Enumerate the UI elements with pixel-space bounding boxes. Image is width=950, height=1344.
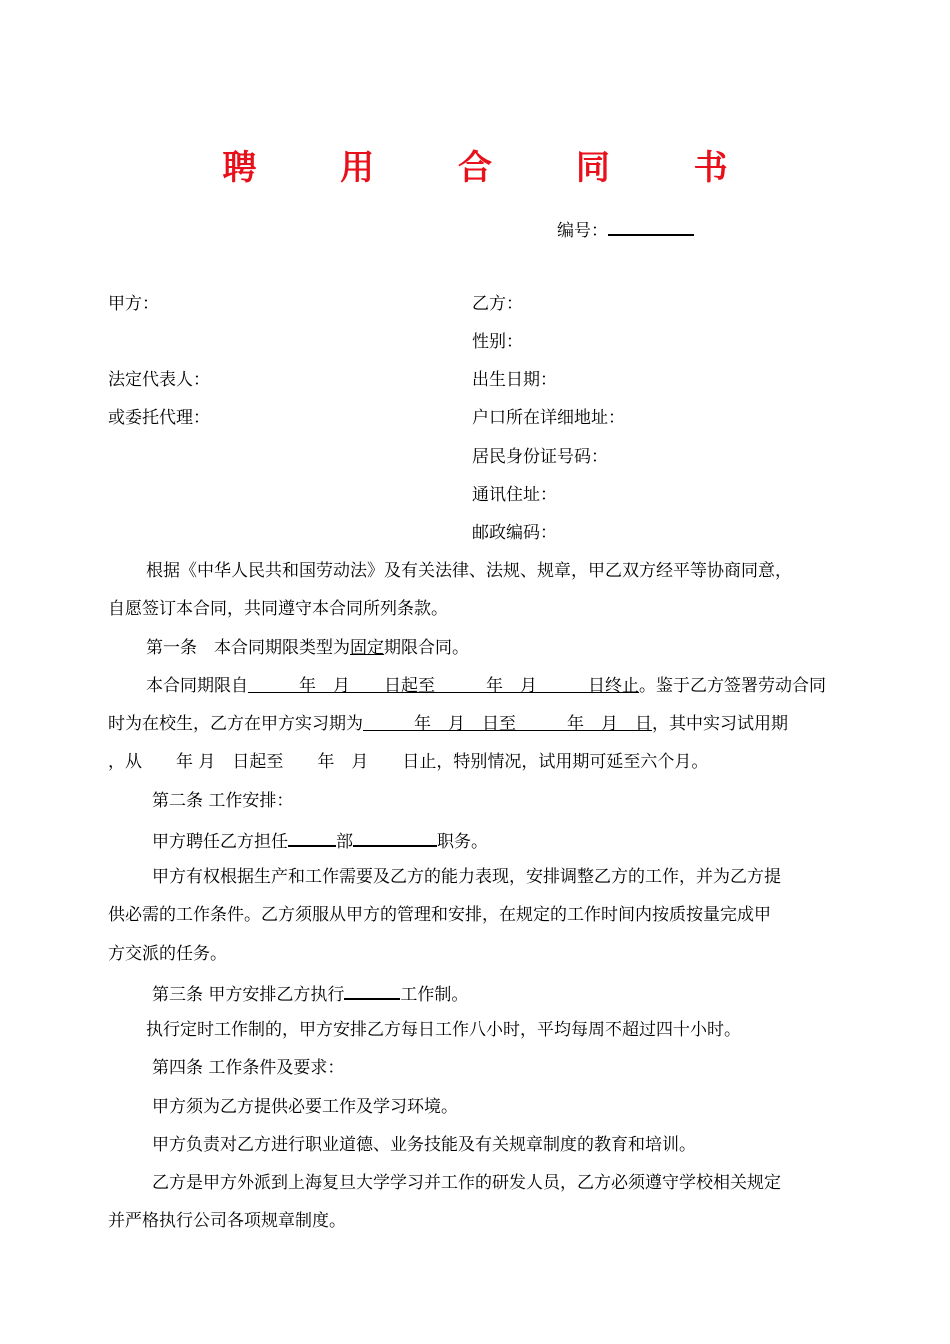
party-a-agent-label: 或委托代理： — [108, 408, 210, 428]
article-3-heading — [152, 982, 468, 1005]
article-4-heading: 第四条 工作条件及要求： — [152, 1058, 345, 1078]
article-2-rights-1: 甲方有权根据生产和工作需要及乙方的能力表现，安排调整乙方的工作，并为乙方提 — [152, 867, 781, 887]
article-1-intern — [108, 714, 788, 734]
article-4-item-2: 甲方负责对乙方进行职业道德、业务技能及有关规章制度的教育和培训。 — [152, 1135, 696, 1155]
party-b-gender-label: 性别： — [472, 332, 523, 352]
party-b-id-label: 居民身份证号码： — [472, 447, 608, 467]
intro-line-2: 自愿签订本合同，共同遵守本合同所列条款。 — [108, 599, 448, 619]
contract-number — [557, 218, 694, 241]
party-b-label: 乙方： — [472, 294, 523, 314]
article-2-heading: 第二条 工作安排： — [152, 791, 294, 811]
party-b-address-label: 户口所在详细地址： — [472, 408, 625, 428]
work-system-blank — [344, 982, 400, 1000]
article-3-suffix: 工作制。 — [400, 985, 469, 1005]
article-1-heading — [146, 638, 469, 658]
party-a-rep-label: 法定代表人： — [108, 370, 210, 390]
intern-suffix: ，其中实习试用期 — [652, 714, 788, 734]
term-suffix: 。鉴于乙方签署劳动合同 — [639, 676, 826, 696]
contract-number-label: 编号： — [557, 221, 608, 241]
article-4-item-3-line-2: 并严格执行公司各项规章制度。 — [108, 1211, 346, 1231]
party-a-label: 甲方： — [108, 294, 159, 314]
party-b-postcode-label: 邮政编码： — [472, 523, 557, 543]
article-3-prefix: 第三条 甲方安排乙方执行 — [152, 985, 345, 1005]
article-2-rights-2: 供必需的工作条件。乙方须服从甲方的管理和安排，在规定的工作时间内按质按量完成甲 — [108, 905, 771, 925]
intern-blank: 年 月 日至 年 月 日 — [363, 714, 652, 734]
article-1-probation: ，从 年 月 日起至 年 月 日止，特别情况，试用期可延至六个月。 — [108, 752, 709, 772]
article-3-detail: 执行定时工作制的，甲方安排乙方每日工作八小时，平均每周不超过四十小时。 — [146, 1020, 741, 1040]
post-department-blank — [288, 829, 336, 847]
article-4-item-3-line-1: 乙方是甲方外派到上海复旦大学学习并工作的研发人员，乙方必须遵守学校相关规定 — [152, 1173, 781, 1193]
article-1-term — [146, 676, 826, 696]
party-b-birth-label: 出生日期： — [472, 370, 557, 390]
post-suffix: 职务。 — [437, 832, 488, 852]
document-title: 聘 用 合 同 书 — [222, 148, 764, 188]
party-b-mail-label: 通讯住址： — [472, 485, 557, 505]
post-title-blank — [353, 829, 437, 847]
article-1-suffix: 期限合同。 — [384, 638, 469, 658]
term-blank: 年 月 日起至 年 月 日终止 — [248, 676, 639, 696]
article-2-rights-3: 方交派的任务。 — [108, 944, 227, 964]
intern-prefix: 时为在校生，乙方在甲方实习期为 — [108, 714, 363, 734]
contract-number-blank — [608, 218, 694, 236]
article-4-item-1: 甲方须为乙方提供必要工作及学习环境。 — [152, 1097, 458, 1117]
article-1-type: 固定 — [350, 638, 384, 658]
term-prefix: 本合同期限自 — [146, 676, 248, 696]
post-mid: 部 — [336, 832, 353, 852]
article-1-prefix: 第一条 本合同期限类型为 — [146, 638, 350, 658]
intro-line-1: 根据《中华人民共和国劳动法》及有关法律、法规、规章，甲乙双方经平等协商同意， — [146, 561, 792, 581]
post-prefix: 甲方聘任乙方担任 — [152, 832, 288, 852]
article-2-post — [152, 829, 488, 852]
